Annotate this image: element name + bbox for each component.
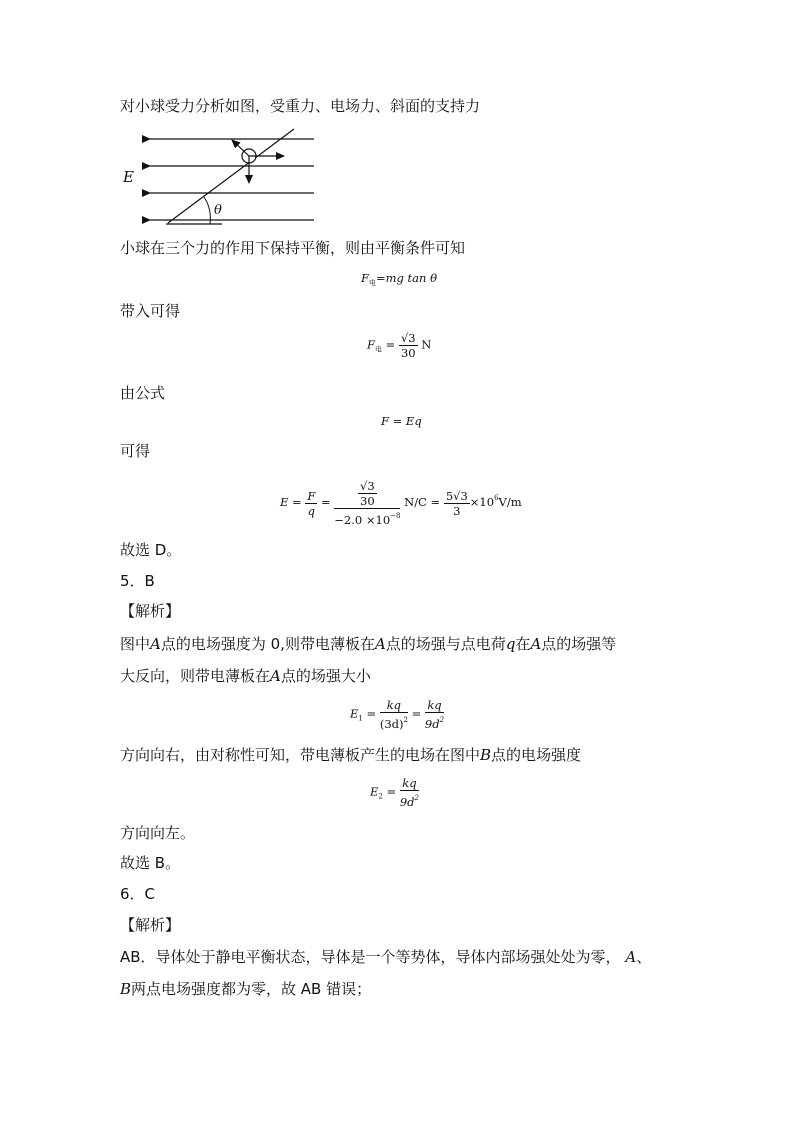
formula-e1	[350, 698, 444, 731]
analysis-line-1: 对小球受力分析如图，受重力、电场力、斜面的支持力	[120, 97, 481, 115]
text: 方向向右，由对称性可知，带电薄板产生的电场在图中	[120, 746, 481, 764]
section-heading: 【解析】	[120, 916, 181, 934]
formula-balance	[361, 271, 437, 288]
analysis-line-13: 故选 B。	[120, 854, 181, 872]
question-5-answer: 5．B	[120, 572, 155, 590]
formula-rhs: =mg tan θ	[375, 271, 438, 285]
text: 点的电场强度为 0,则带电薄板在	[160, 635, 375, 653]
denominator-exp: 2	[439, 716, 445, 724]
denominator: 3	[453, 503, 461, 518]
var-a: A	[530, 635, 542, 653]
analysis-line-3: 带入可得	[120, 302, 181, 320]
text: 点的场强大小	[280, 667, 371, 685]
formula-f-eq: F = Eq	[381, 414, 422, 428]
numerator: kq	[400, 776, 419, 791]
equals: =	[366, 706, 377, 721]
numerator: F	[307, 488, 316, 503]
var-b: B	[120, 980, 132, 998]
denominator	[380, 713, 408, 731]
fraction	[425, 698, 444, 731]
inner-numerator: √3	[360, 479, 375, 493]
numerator: kq	[425, 698, 444, 713]
text: AB．导体处于静电平衡状态，导体是一个等势体，导体内部场强处处为零，	[120, 948, 621, 966]
denominator	[400, 791, 419, 809]
numerator	[334, 479, 400, 509]
formula-force-value: $F_电$ = $\frac{√3}{30}$ N	[367, 331, 432, 360]
numerator: √3	[400, 331, 416, 345]
text: 点的场强等	[541, 635, 617, 653]
formula-e-calc: E = $\frac{F}{q}$ = $\frac{\frac{√3}{30}}{-2.0 \times 10^{-8}}$ N/C = $\frac{5√3}{3}$ $\times 10^6V/m$	[280, 479, 522, 527]
question-6-answer: 6．C	[120, 885, 156, 903]
formula-f: F	[361, 271, 369, 285]
incline-line	[168, 129, 294, 223]
angle-label: θ	[214, 203, 222, 218]
analysis-line-16	[120, 947, 651, 967]
denominator-base: (3d)	[379, 717, 404, 731]
numerator: kq	[380, 698, 408, 713]
unit-2: V/m	[498, 495, 522, 509]
force-diagram	[118, 125, 318, 229]
formula-e2	[370, 776, 419, 809]
formula-f-sub: 电	[374, 345, 382, 354]
denominator-base: 9d	[399, 795, 415, 809]
var-a: A	[374, 635, 386, 653]
exponent: 6	[494, 494, 499, 502]
denominator	[425, 713, 444, 731]
analysis-line-12: 方向向左。	[120, 824, 196, 842]
equals: =	[386, 784, 397, 799]
fraction	[380, 698, 408, 731]
unit-1: N/C =	[404, 495, 441, 509]
fraction-result	[444, 489, 470, 518]
text: 图中	[120, 635, 151, 653]
formula-f-sub: 电	[368, 279, 376, 287]
denominator-exp: 2	[414, 794, 419, 802]
support-force-arrow	[232, 140, 249, 156]
formula-e: E =	[280, 495, 302, 509]
analysis-line-5: 可得	[120, 442, 151, 460]
text: 大反向，则带电薄板在	[120, 667, 271, 685]
denominator-base: −2.0 ×10	[334, 513, 391, 527]
formula-e: E	[370, 784, 379, 799]
var-a: A	[150, 635, 161, 653]
analysis-line-2: 小球在三个力的作用下保持平衡，则由平衡条件可知	[120, 239, 466, 257]
analysis-line-17	[120, 979, 371, 999]
unit: N	[421, 337, 432, 352]
section-heading: 【解析】	[120, 602, 181, 620]
text: 在	[515, 635, 531, 653]
text: 点的电场强度	[491, 746, 582, 764]
denominator	[334, 509, 400, 527]
formula-e-sub: 2	[378, 792, 383, 801]
var-q: q	[505, 635, 516, 653]
denominator: q	[307, 503, 316, 518]
text: 、	[636, 948, 652, 966]
fraction-main	[334, 479, 400, 527]
denominator: 30	[400, 346, 416, 360]
analysis-line-10	[120, 666, 371, 686]
equals: =	[411, 706, 422, 721]
var-b: B	[480, 746, 492, 764]
fraction-f-q	[305, 489, 317, 518]
inner-fraction	[358, 479, 377, 508]
formula-e: E	[350, 706, 359, 721]
field-label-e: E	[123, 168, 134, 186]
inner-denominator: 30	[360, 494, 375, 508]
denominator-base: 9d	[424, 717, 440, 731]
analysis-line-9	[120, 634, 616, 654]
numerator: 5√3	[445, 488, 468, 503]
text: 点的场强与点电荷	[385, 635, 506, 653]
analysis-line-4: 由公式	[120, 384, 166, 402]
fraction	[400, 776, 419, 809]
formula-f: F	[367, 337, 375, 352]
var-a: A	[625, 948, 637, 966]
analysis-line-11	[120, 745, 581, 765]
var-a: A	[270, 667, 281, 685]
denominator-exp: 2	[403, 716, 408, 724]
denominator-exp: −8	[390, 512, 401, 520]
analysis-line-6: 故选 D。	[120, 541, 182, 559]
times-ten: ×10	[469, 495, 495, 509]
formula-e-sub: 1	[358, 714, 363, 723]
text: 两点电场强度都为零，故 AB 错误；	[131, 980, 372, 998]
fraction	[399, 331, 418, 360]
